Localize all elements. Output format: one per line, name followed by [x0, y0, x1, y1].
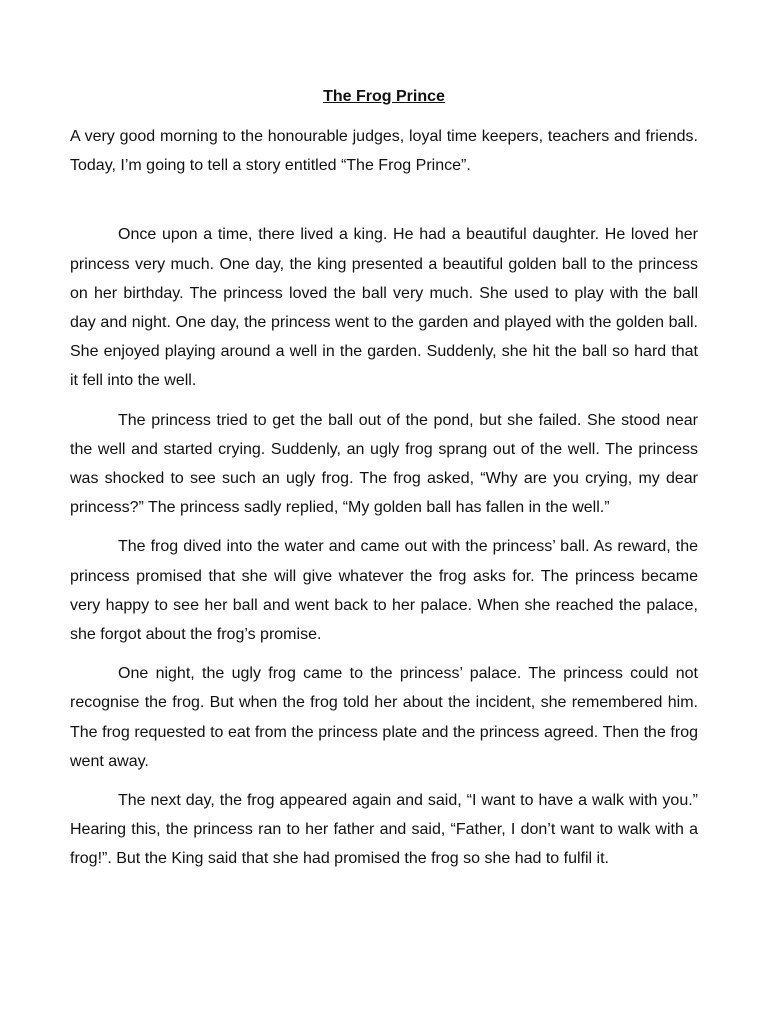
document-page — [70, 84, 698, 884]
document-title: The Frog Prince — [323, 88, 445, 105]
paragraph: The next day, the frog appeared again and said, “I want to have a walk with you.” Hearing this, the princess ran to her father and said, “Father, I don’t want to walk with a frog!”. But the King said that she had promised the frog so she had to fulfil it. — [70, 792, 698, 868]
paragraph: Once upon a time, there lived a king. He had a beautiful daughter. He loved her princess very much. One day, the king presented a beautiful golden ball to the princess on her birthday. The princess loved the ball very much. She used to play with the ball day and night. One day, the princess went to the garden and played with the golden ball. She enjoyed playing around a well in the garden. Suddenly, she hit the ball so hard that it fell into the well. — [70, 226, 698, 390]
paragraph-intro: A very good morning to the honourable judges, loyal time keepers, teachers and friends. Today, I’m going to tell a story entitled “The Frog Prince”. — [70, 128, 698, 175]
paragraph: The frog dived into the water and came out with the princess’ ball. As reward, the princess promised that she will give whatever the frog asks for. The princess became very happy to see her ball and went back to her palace. When she reached the palace, she forgot about the frog’s promise. — [70, 538, 698, 644]
paragraph: The princess tried to get the ball out of the pond, but she failed. She stood near the well and started crying. Suddenly, an ugly frog sprang out of the well. The princess was shocked to see such an ugly frog. The frog asked, “Why are you crying, my dear princess?” The princess sadly replied, “My golden ball has fallen in the well.” — [70, 411, 698, 517]
paragraph: One night, the ugly frog came to the princess’ palace. The princess could not recognise the frog. But when the frog told her about the incident, she remembered him. The frog requested to eat from the princess plate and the princess agreed. Then the frog went away. — [70, 665, 698, 770]
